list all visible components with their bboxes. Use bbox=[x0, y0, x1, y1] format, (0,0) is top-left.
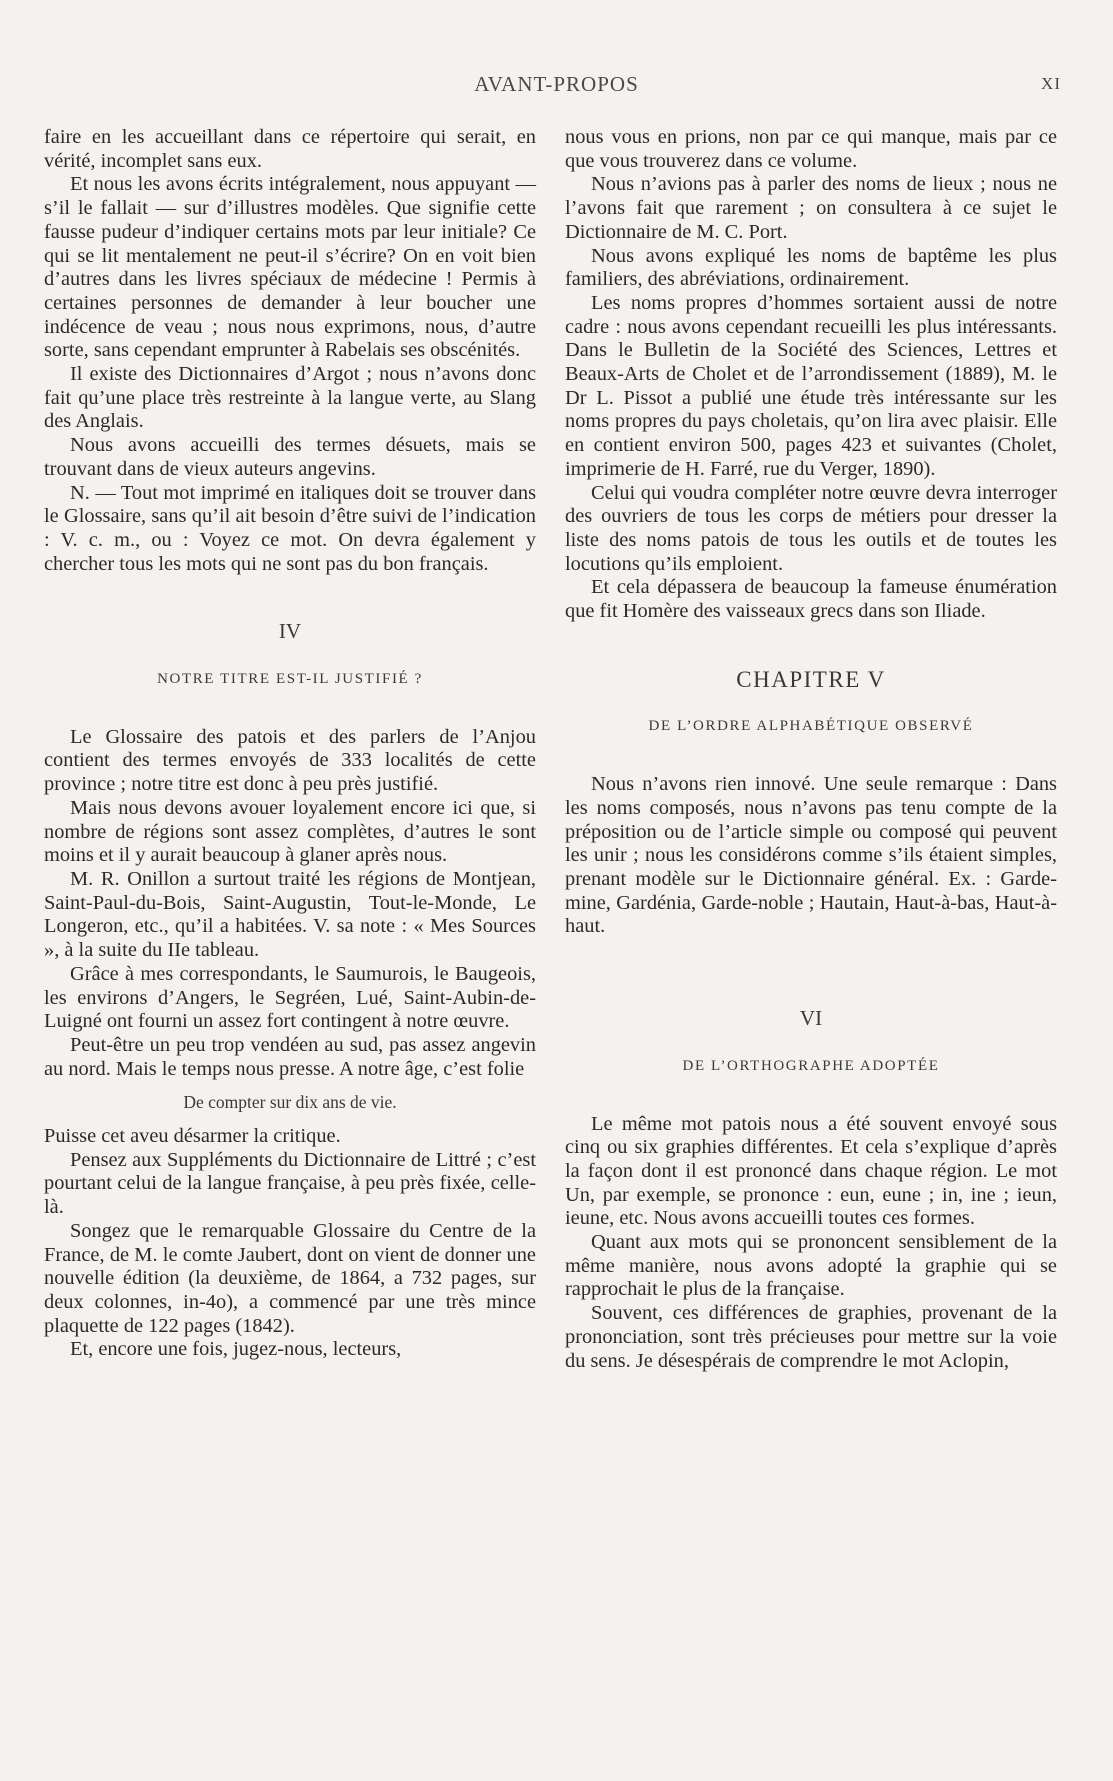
running-head bbox=[0, 72, 1113, 102]
paragraph: Nous n’avions pas à parler des noms de lieux ; nous ne l’avons fait que rarement ; on consultera à ce sujet le Dictionnaire de M. C. Port. bbox=[565, 173, 1057, 243]
paragraph: M. R. Onillon a surtout traité les régions de Montjean, Saint-Paul-du-Bois, Saint-Augustin, Tout-le-Monde, Le Longeron, etc., qu’il a habitées. V. sa note : « Mes Sources », à la suite du IIe tableau. bbox=[44, 867, 536, 962]
paragraph: Le Glossaire des patois et des parlers de l’Anjou contient des termes envoyés de 333 localités de cette province ; notre titre est donc à peu près justifié. bbox=[44, 725, 536, 796]
section-number: VI bbox=[799, 1006, 823, 1031]
paragraph: Peut-être un peu trop vendéen au sud, pas assez angevin au nord. Mais le temps nous presse. A notre âge, c’est folie bbox=[44, 1033, 536, 1080]
paragraph: Et cela dépassera de beaucoup la fameuse énumération que fit Homère des vaisseaux grecs dans son Iliade. bbox=[565, 576, 1057, 623]
verse-line: De compter sur dix ans de vie. bbox=[183, 1092, 397, 1113]
section-heading: DE L’ORDRE ALPHABÉTIQUE OBSERVÉ bbox=[648, 718, 974, 735]
paragraph: Souvent, ces différences de graphies, provenant de la prononciation, sont très précieuses pour mettre sur la voie du sens. Je désespérais de comprendre le mot Aclopin, bbox=[565, 1302, 1057, 1372]
paragraph: Quant aux mots qui se prononcent sensiblement de la même manière, nous avons adopté la graphie qui se rapprochait le plus de la française. bbox=[565, 1231, 1057, 1301]
paragraph: Les noms propres d’hommes sortaient aussi de notre cadre : nous avons cependant recueilli les plus intéressants. Dans le Bulletin de la Société des Sciences, Lettres et Beaux-Arts de Cholet et de l’arrondissement (1889), M. le Dr L. Pissot a publié une étude très intéressante sur les noms propres du pays choletais, qu’on lira avec plaisir. Elle en contient environ 500, pages 423 et suivantes (Cholet, imprimerie de H. Farré, rue du Verger, 1890). bbox=[565, 291, 1057, 480]
section-heading: NOTRE TITRE EST-IL JUSTIFIÉ ? bbox=[157, 671, 423, 688]
section-heading: DE L’ORTHOGRAPHE ADOPTÉE bbox=[682, 1057, 940, 1074]
page-number: XI bbox=[1041, 74, 1061, 93]
chapter-title: CHAPITRE V bbox=[736, 666, 886, 692]
paragraph: Nous n’avons rien innové. Une seule remarque : Dans les noms composés, nous n’avons pas tenu compte de la préposition ou de l’article simple ou composé qui peuvent les unir ; nous les considérons comme s’ils étaient simples, prenant modèle sur le Dictionnaire général. Ex. : Garde-mine, Gardénia, Garde-noble ; Hautain, Haut-à-bas, Haut-à-haut. bbox=[565, 773, 1057, 938]
paragraph: Pensez aux Suppléments du Dictionnaire de Littré ; c’est pourtant celui de la langue française, à peu près fixée, celle-là. bbox=[44, 1148, 536, 1219]
running-title: AVANT-PROPOS bbox=[474, 72, 639, 96]
paragraph: Celui qui voudra compléter notre œuvre devra interroger des ouvriers de tous les corps de métiers pour dresser la liste des noms patois de tous les outils et de toutes les locutions qu’ils emploient. bbox=[565, 481, 1057, 575]
paragraph: Grâce à mes correspondants, le Saumurois, le Baugeois, les environs d’Angers, le Segréen, Lué, Saint-Aubin-de-Luigné ont fourni un assez fort contingent à notre œuvre. bbox=[44, 962, 536, 1033]
paragraph: faire en les accueillant dans ce répertoire qui serait, en vérité, incomplet sans eux. bbox=[44, 126, 536, 172]
paragraph: nous vous en prions, non par ce qui manque, mais par ce que vous trouverez dans ce volume. bbox=[565, 126, 1057, 172]
paragraph: Il existe des Dictionnaires d’Argot ; nous n’avons donc fait qu’une place très restreinte à la langue verte, au Slang des Anglais. bbox=[44, 363, 536, 433]
paragraph: Nous avons expliqué les noms de baptême les plus familiers, des abréviations, ordinairement. bbox=[565, 244, 1057, 291]
paragraph: Nous avons accueilli des termes désuets, mais se trouvant dans de vieux auteurs angevins. bbox=[44, 434, 536, 480]
paragraph: Et nous les avons écrits intégralement, nous appuyant — s’il le fallait — sur d’illustres modèles. Que signifie cette fausse pudeur d’indiquer certains mots par leur initiale? Ce qui se lit mentalement ne peut-il s’écrire? On en voit bien d’autres dans les livres spéciaux de médecine ! Permis à certaines personnes de demander à leur boucher une indécence de veau ; nous nous exprimons, nous, d’autre sorte, sans cependant emprunter à Rabelais ses obscénités. bbox=[44, 173, 536, 362]
paragraph: Le même mot patois nous a été souvent envoyé sous cinq ou six graphies différentes. Et cela s’explique d’après la façon dont il est prononcé dans chaque région. Le mot Un, par exemple, se prononce : eun, eune ; in, ine ; ieun, ieune, etc. Nous avons accueilli toutes ces formes. bbox=[565, 1112, 1057, 1230]
paragraph: Mais nous devons avouer loyalement encore ici que, si nombre de régions sont assez complètes, d’autres le sont moins et il y aurait beaucoup à glaner après nous. bbox=[44, 796, 536, 867]
paragraph: N. — Tout mot imprimé en italiques doit se trouver dans le Glossaire, sans qu’il ait besoin d’être suivi de l’indication : V. c. m., ou : Voyez ce mot. On devra également y chercher tous les mots qui ne sont pas du bon français. bbox=[44, 481, 536, 575]
section-number: IV bbox=[278, 619, 302, 644]
right-column bbox=[565, 126, 1057, 1373]
left-column bbox=[44, 126, 536, 1362]
paragraph: Songez que le remarquable Glossaire du Centre de la France, de M. le comte Jaubert, dont on vient de donner une nouvelle édition (la deuxième, de 1864, a 732 pages, sur deux colonnes, in-4o), a commencé par une très mince plaquette de 122 pages (1842). bbox=[44, 1219, 536, 1337]
paragraph: Puisse cet aveu désarmer la critique. bbox=[44, 1125, 341, 1148]
paragraph: Et, encore une fois, jugez-nous, lecteurs, bbox=[70, 1338, 402, 1361]
